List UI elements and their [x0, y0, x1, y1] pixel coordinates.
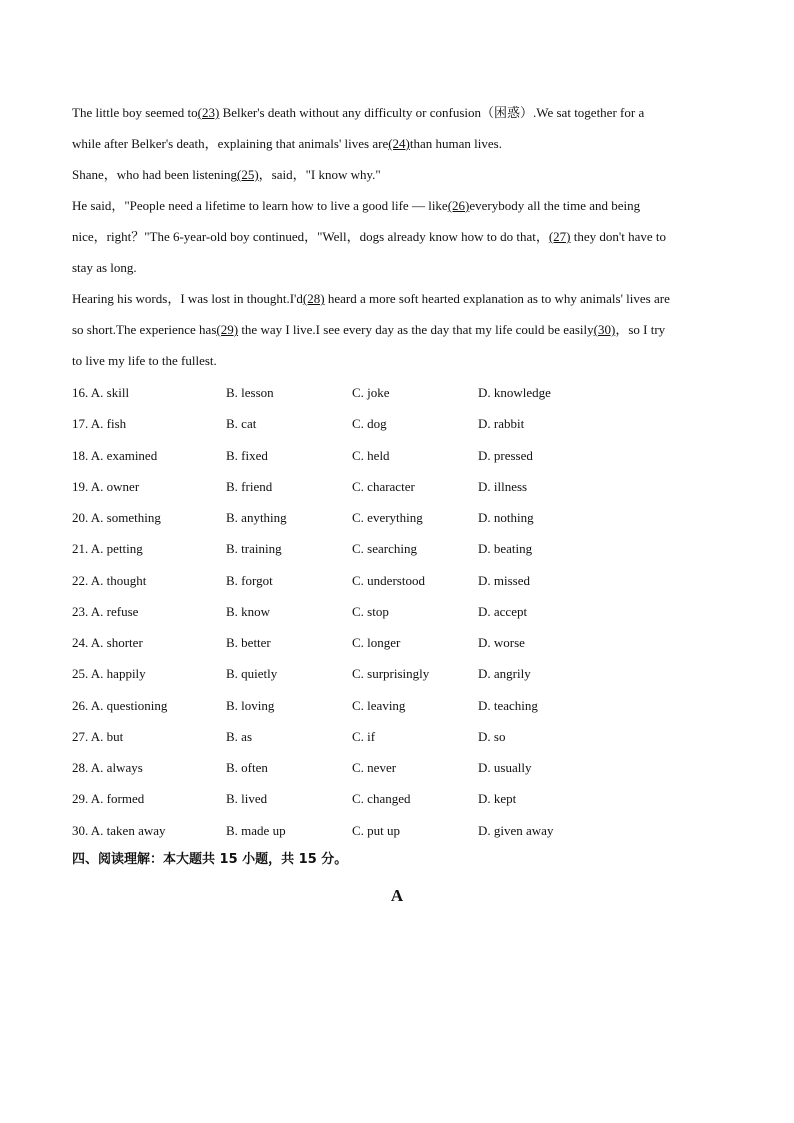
passage-text: ，so I try	[615, 322, 666, 337]
option-d: D. usually	[478, 760, 532, 775]
option-c: C. if	[352, 728, 376, 744]
option-d: D. illness	[478, 478, 528, 494]
option-d: D. beating	[478, 541, 533, 557]
option-c: C. dog	[352, 416, 387, 432]
option-c: C. put up	[352, 822, 401, 838]
option-b: B. lived	[226, 791, 268, 807]
option-a: 23. A. refuse	[72, 603, 139, 619]
question-row	[72, 627, 722, 658]
option-c: C. understood	[352, 572, 425, 588]
question-row	[72, 596, 722, 627]
passage-line7	[72, 283, 722, 314]
passage-line8	[72, 314, 722, 345]
option-a: 20. A. something	[72, 510, 161, 525]
passage-line5	[72, 221, 722, 252]
passage-text: ，said，"I know why."	[258, 167, 381, 182]
option-d: D. so	[478, 728, 506, 744]
option-c: C. longer	[352, 635, 401, 650]
passage-line6	[72, 252, 722, 283]
question-row	[72, 533, 722, 564]
option-d: D. accept	[478, 603, 528, 619]
option-b: B. training	[226, 541, 282, 557]
passage-text: so short.The experience has	[72, 322, 217, 337]
option-d: D. given away	[478, 822, 554, 838]
part-heading: A	[390, 886, 404, 905]
option-a: 17. A. fish	[72, 416, 127, 432]
passage-text: stay as long.	[72, 260, 137, 275]
option-c: C. searching	[352, 541, 417, 557]
option-d: D. pressed	[478, 447, 533, 463]
option-a: 30. A. taken away	[72, 822, 166, 838]
option-b: B. often	[226, 760, 268, 775]
option-b: B. made up	[226, 822, 286, 838]
passage-text: He said，"People need a lifetime to learn how to live a good life — like	[72, 198, 448, 213]
question-row	[72, 783, 722, 814]
question-row	[72, 408, 722, 439]
option-d: D. missed	[478, 572, 530, 588]
option-b: B. loving	[226, 697, 275, 713]
passage-line3	[72, 159, 722, 190]
option-a: 27. A. but	[72, 728, 124, 744]
blank-number: (26)	[447, 198, 470, 213]
passage-text: than human lives.	[409, 136, 502, 151]
option-d: D. angrily	[478, 666, 531, 682]
question-row	[72, 752, 722, 783]
option-d: D. teaching	[478, 697, 538, 713]
passage-text: nice，right？"The 6-year-old boy continued，"Well，dogs already know how to do that，	[72, 229, 549, 244]
question-row	[72, 502, 722, 533]
option-a: 18. A. examined	[72, 447, 158, 463]
question-row	[72, 690, 722, 721]
option-a: 28. A. always	[72, 760, 143, 775]
option-d: D. rabbit	[478, 416, 525, 432]
option-c: C. never	[352, 760, 397, 775]
option-d: D. nothing	[478, 510, 534, 525]
blank-number: (23)	[197, 105, 220, 120]
passage-line9	[72, 345, 722, 376]
passage-text: heard a more soft hearted explanation as to why animals' lives are	[324, 291, 670, 306]
blank-number: (24)	[388, 136, 410, 151]
passage-line2	[72, 128, 722, 159]
passage-text: they don't have to	[570, 229, 667, 244]
option-a: 22. A. thought	[72, 572, 147, 588]
option-b: B. lesson	[226, 385, 274, 400]
option-d: D. knowledge	[478, 385, 551, 400]
passage-text: while after Belker's death，explaining that animals' lives are	[72, 136, 389, 151]
passage-text: everybody all the time and being	[469, 198, 641, 213]
blank-number: (25)	[237, 167, 259, 182]
option-b: B. cat	[226, 416, 257, 432]
passage-text: Hearing his words，I was lost in thought.I'd	[72, 291, 303, 306]
option-c: C. joke	[352, 385, 390, 400]
option-b: B. fixed	[226, 447, 268, 463]
question-row	[72, 565, 722, 596]
question-row	[72, 721, 722, 752]
passage-text: the way I live.I see every day as the day that my life could be easily	[238, 322, 594, 337]
blank-number: (27)	[548, 229, 571, 244]
blank-number: (30)	[593, 322, 616, 337]
option-b: B. quietly	[226, 666, 278, 682]
option-b: B. forgot	[226, 572, 273, 588]
option-c: C. changed	[352, 791, 411, 807]
option-b: B. friend	[226, 478, 273, 494]
option-b: B. know	[226, 603, 271, 619]
option-a: 16. A. skill	[72, 385, 130, 400]
passage-text: to live my life to the fullest.	[72, 353, 217, 368]
question-row	[72, 440, 722, 471]
option-a: 21. A. petting	[72, 541, 143, 557]
blank-number: (29)	[216, 322, 239, 337]
question-row	[72, 377, 722, 408]
option-b: B. anything	[226, 510, 287, 525]
question-row	[72, 815, 722, 846]
option-b: B. as	[226, 728, 252, 744]
option-c: C. character	[352, 478, 415, 494]
passage-text: Shane，who had been listening	[72, 167, 237, 182]
passage-text: The little boy seemed to	[72, 105, 198, 120]
passage-line1	[72, 97, 722, 128]
section-title: 四、阅读理解：本大题共 15 小题，共 15 分。	[72, 852, 348, 867]
option-c: C. stop	[352, 603, 389, 619]
option-b: B. better	[226, 635, 271, 650]
option-a: 26. A. questioning	[72, 697, 168, 713]
option-c: C. held	[352, 447, 390, 463]
passage-text: Belker's death without any difficulty or confusion（困惑）.We sat together for a	[219, 105, 645, 120]
option-d: D. kept	[478, 791, 517, 807]
blank-number: (28)	[302, 291, 325, 306]
option-a: 25. A. happily	[72, 666, 146, 682]
option-c: C. leaving	[352, 697, 406, 713]
passage-line4	[72, 190, 722, 221]
question-row	[72, 471, 722, 502]
option-a: 19. A. owner	[72, 478, 140, 494]
question-row	[72, 658, 722, 689]
option-c: C. everything	[352, 510, 423, 525]
option-a: 24. A. shorter	[72, 635, 143, 650]
option-d: D. worse	[478, 635, 525, 650]
option-c: C. surprisingly	[352, 666, 430, 682]
option-a: 29. A. formed	[72, 791, 145, 807]
